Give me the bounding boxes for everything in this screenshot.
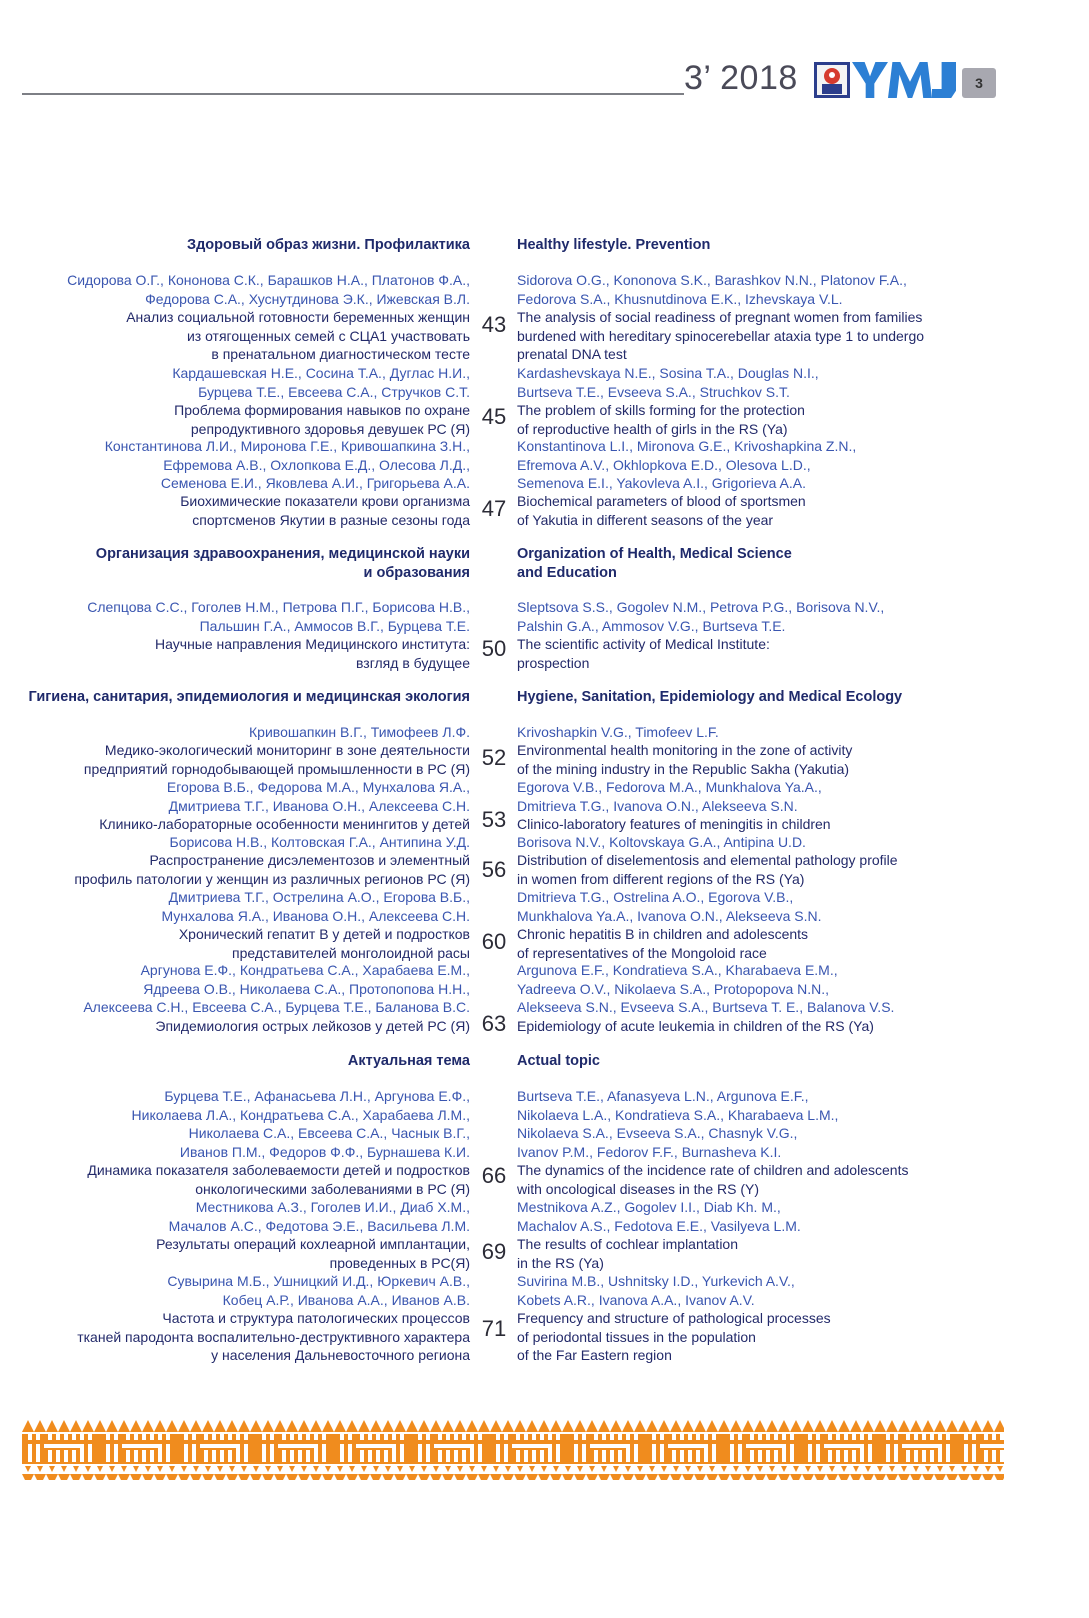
article-title-en: The scientific activity of Medical Institute: prospection: [517, 636, 770, 671]
section-title-ru: Гигиена, санитария, эпидемиология и медицинская экология: [28, 689, 470, 705]
article-page-number: 66: [481, 1163, 507, 1188]
article-page-number: 52: [481, 745, 507, 770]
article-authors-ru: Бурцева Т.Е., Афанасьева Л.Н., Аргунова Е.Ф., Николаева Л.А., Кондратьева С.А., Харабаева Л.М., Николаева С.А., Евсеева С.А., Часнык В.Г., Иванов П.М., Федоров Ф.Ф., Бурнашева К.И.: [131, 1088, 470, 1160]
article-authors-en: Argunova E.F., Kondratieva S.A., Kharabaeva E.M., Yadreeva O.V., Nikolaeva S.A., Protopopova N.N., Alekseeva S.N., Evseeva S.A., Burtseva T. E., Balanova V.S.: [517, 962, 895, 1015]
article-title-en: Frequency and structure of pathological processes of periodontal tissues in the population of the Far Eastern region: [517, 1310, 831, 1363]
article-authors-ru: Аргунова Е.Ф., Кондратьева С.А., Харабаева Е.М., Ядреева О.В., Николаева С.А., Протопопова Н.Н., Алексеева С.Н., Евсеева С.А., Бурцева Т.Е., Баланова В.С.: [83, 962, 470, 1015]
article-authors-ru: Сидорова О.Г., Кононова С.К., Барашков Н.А., Платонов Ф.А., Федорова С.А., Хуснутдинова Э.К., Ижевская В.Л.: [67, 272, 470, 307]
article-title-en: Biochemical parameters of blood of sportsmen of Yakutia in different seasons of the year: [517, 493, 806, 528]
logo-letter-ya-icon: [852, 62, 888, 98]
article-title-en: Distribution of diselementosis and elemental pathology profile in women from different regions of the RS (Ya): [517, 852, 898, 887]
page-number: 3: [962, 68, 996, 98]
article-title-ru: Хронический гепатит В у детей и подростков представителей монголоидной расы: [178, 926, 470, 961]
section-title-ru: Актуальная тема: [347, 1053, 470, 1069]
article-title-ru: Анализ социальной готовности беременных женщин из отягощенных семей с СЦА1 участвовать в пренатальном диагностическом тесте: [126, 309, 470, 362]
article-page-number: 47: [481, 496, 507, 521]
article-title-ru: Научные направления Медицинского института: взгляд в будущее: [155, 636, 470, 671]
article-page-number: 63: [481, 1011, 507, 1036]
article-page-number: 50: [481, 636, 507, 661]
article-authors-ru: Кривошапкин В.Г., Тимофеев Л.Ф.: [249, 724, 470, 740]
article-title-ru: Клинико-лабораторные особенности менингитов у детей: [99, 816, 470, 832]
article-authors-ru: Борисова Н.В., Колтовская Г.А., Антипина У.Д.: [169, 834, 470, 850]
article-title-en: The results of cochlear implantation in the RS (Ya): [517, 1236, 738, 1271]
section-title-ru: Организация здравоохранения, медицинской науки и образования: [95, 546, 470, 581]
section-title-en: Organization of Health, Medical Science and Education: [517, 546, 792, 581]
article-title-ru: Распространение дисэлементозов и элементный профиль патологии у женщин из различных регионов РС (Я): [74, 852, 470, 887]
logo-letter-zh-icon: [932, 62, 956, 98]
article-page-number: 53: [481, 807, 507, 832]
article-title-ru: Результаты операций кохлеарной имплантации, проведенных в РС(Я): [156, 1236, 470, 1271]
article-authors-en: Mestnikova A.Z., Gogolev I.I., Diab Kh. M., Machalov A.S., Fedotova E.E., Vasilyeva L.M.: [517, 1199, 801, 1234]
ornament-border-icon: [22, 1418, 1004, 1482]
article-authors-en: Sidorova O.G., Kononova S.K., Barashkov N.N., Platonov F.A., Fedorova S.A., Khusnutdinova E.K., Izhevskaya V.L.: [517, 272, 907, 307]
section-title-ru: Здоровый образ жизни. Профилактика: [187, 237, 470, 253]
article-authors-ru: Слепцова С.С., Гоголев Н.М., Петрова П.Г., Борисова Н.В., Пальшин Г.А., Аммосов В.Г., Бурцева Т.Е.: [87, 599, 470, 634]
article-title-ru: Проблема формирования навыков по охране репродуктивного здоровья девушек РС (Я): [174, 402, 470, 437]
article-title-ru: Эпидемиология острых лейкозов у детей РС (Я): [155, 1018, 470, 1034]
article-authors-en: Suvirina M.B., Ushnitsky I.D., Yurkevich A.V., Kobets A.R., Ivanova A.A., Ivanov A.V.: [517, 1273, 795, 1308]
article-authors-en: Krivoshapkin V.G., Timofeev L.F.: [517, 724, 719, 740]
article-authors-ru: Егорова В.Б., Федорова М.А., Мунхалова Я.А., Дмитриева Т.Г., Иванова О.Н., Алексеева С.Н.: [166, 779, 470, 814]
article-title-ru: Биохимические показатели крови организма спортсменов Якутии в разные сезоны года: [180, 493, 470, 528]
article-page-number: 69: [481, 1239, 507, 1264]
article-title-en: Environmental health monitoring in the zone of activity of the mining industry in the Republic Sakha (Yakutia): [517, 742, 853, 777]
journal-emblem-icon: [814, 62, 850, 98]
article-title-ru: Медико-экологический мониторинг в зоне деятельности предприятий горнодобывающей промышленности в РС (Я): [83, 742, 470, 777]
article-title-en: The dynamics of the incidence rate of children and adolescents with oncological diseases in the RS (Y): [517, 1162, 909, 1197]
header-rule: [22, 93, 684, 95]
article-title-en: The problem of skills forming for the protection of reproductive health of girls in the RS (Ya): [517, 402, 805, 437]
section-title-en: Actual topic: [517, 1053, 600, 1069]
article-authors-ru: Кардашевская Н.Е., Сосина Т.А., Дуглас Н.И., Бурцева Т.Е., Евсеева С.А., Стручков С.Т.: [172, 365, 470, 400]
article-title-en: The analysis of social readiness of pregnant women from families burdened with hereditary spinocerebellar ataxia type 1 to undergo prenatal DNA test: [517, 309, 925, 362]
article-authors-en: Egorova V.B., Fedorova M.A., Munkhalova Ya.A., Dmitrieva T.G., Ivanova O.N., Alekseeva S.N.: [517, 779, 822, 814]
section-title-en: Hygiene, Sanitation, Epidemiology and Medical Ecology: [517, 689, 903, 705]
article-title-ru: Динамика показателя заболеваемости детей и подростков онкологическими заболеваниями в РС (Я): [87, 1162, 470, 1197]
article-authors-ru: Сувырина М.Б., Ушницкий И.Д., Юркевич А.В., Кобец А.Р., Иванова А.А., Иванов А.В.: [167, 1273, 470, 1308]
issue-label: 3’ 2018: [684, 59, 798, 97]
article-page-number: 43: [481, 312, 507, 337]
article-authors-en: Kardashevskaya N.E., Sosina T.A., Douglas N.I., Burtseva T.E., Evseeva S.A., Struchkov S.T.: [517, 365, 819, 400]
article-authors-ru: Дмитриева Т.Г., Острелина А.О., Егорова В.Б., Мунхалова Я.А., Иванова О.Н., Алексеева С.Н.: [161, 889, 470, 924]
article-page-number: 56: [481, 857, 507, 882]
article-title-en: Clinico-laboratory features of meningitis in children: [517, 816, 831, 832]
article-title-ru: Частота и структура патологических процессов тканей пародонта воспалительно-деструктивного характера у населения Дальневосточного региона: [77, 1310, 470, 1363]
article-authors-ru: Константинова Л.И., Миронова Г.Е., Кривошапкина З.Н., Ефремова А.В., Охлопкова Е.Д., Олесова Л.Д., Семенова Е.И., Яковлева А.И., Григорьева А.А.: [104, 438, 470, 491]
article-title-en: Chronic hepatitis B in children and adolescents of representatives of the Mongoloid race: [517, 926, 809, 961]
article-authors-en: Burtseva T.E., Afanasyeva L.N., Argunova E.F., Nikolaeva L.A., Kondratieva S.A., Kharabaeva L.M., Nikolaeva S.A., Evseeva S.A., Chasnyk V.G., Ivanov P.M., Fedorov F.F., Burnasheva K.I.: [517, 1088, 839, 1160]
article-authors-ru: Местникова А.З., Гоголев И.И., Диаб Х.М., Мачалов А.С., Федотова Э.Е., Васильева Л.М.: [168, 1199, 470, 1234]
section-title-en: Healthy lifestyle. Prevention: [517, 237, 711, 253]
article-title-en: Epidemiology of acute leukemia in children of the RS (Ya): [517, 1018, 874, 1034]
article-authors-en: Dmitrieva T.G., Ostrelina A.O., Egorova V.B., Munkhalova Ya.A., Ivanova O.N., Alekseeva S.N.: [517, 889, 822, 924]
article-authors-en: Borisova N.V., Koltovskaya G.A., Antipina U.D.: [517, 834, 806, 850]
article-page-number: 60: [481, 929, 507, 954]
article-page-number: 45: [481, 404, 507, 429]
article-page-number: 71: [481, 1316, 507, 1341]
logo-letter-m-icon: [888, 62, 932, 98]
article-authors-en: Konstantinova L.I., Mironova G.E., Krivoshapkina Z.N., Efremova A.V., Okhlopkova E.D., Olesova L.D., Semenova E.I., Yakovleva A.I., Grigorieva A.A.: [517, 438, 857, 491]
article-authors-en: Sleptsova S.S., Gogolev N.M., Petrova P.G., Borisova N.V., Palshin G.A., Ammosov V.G., Burtseva T.E.: [517, 599, 885, 634]
